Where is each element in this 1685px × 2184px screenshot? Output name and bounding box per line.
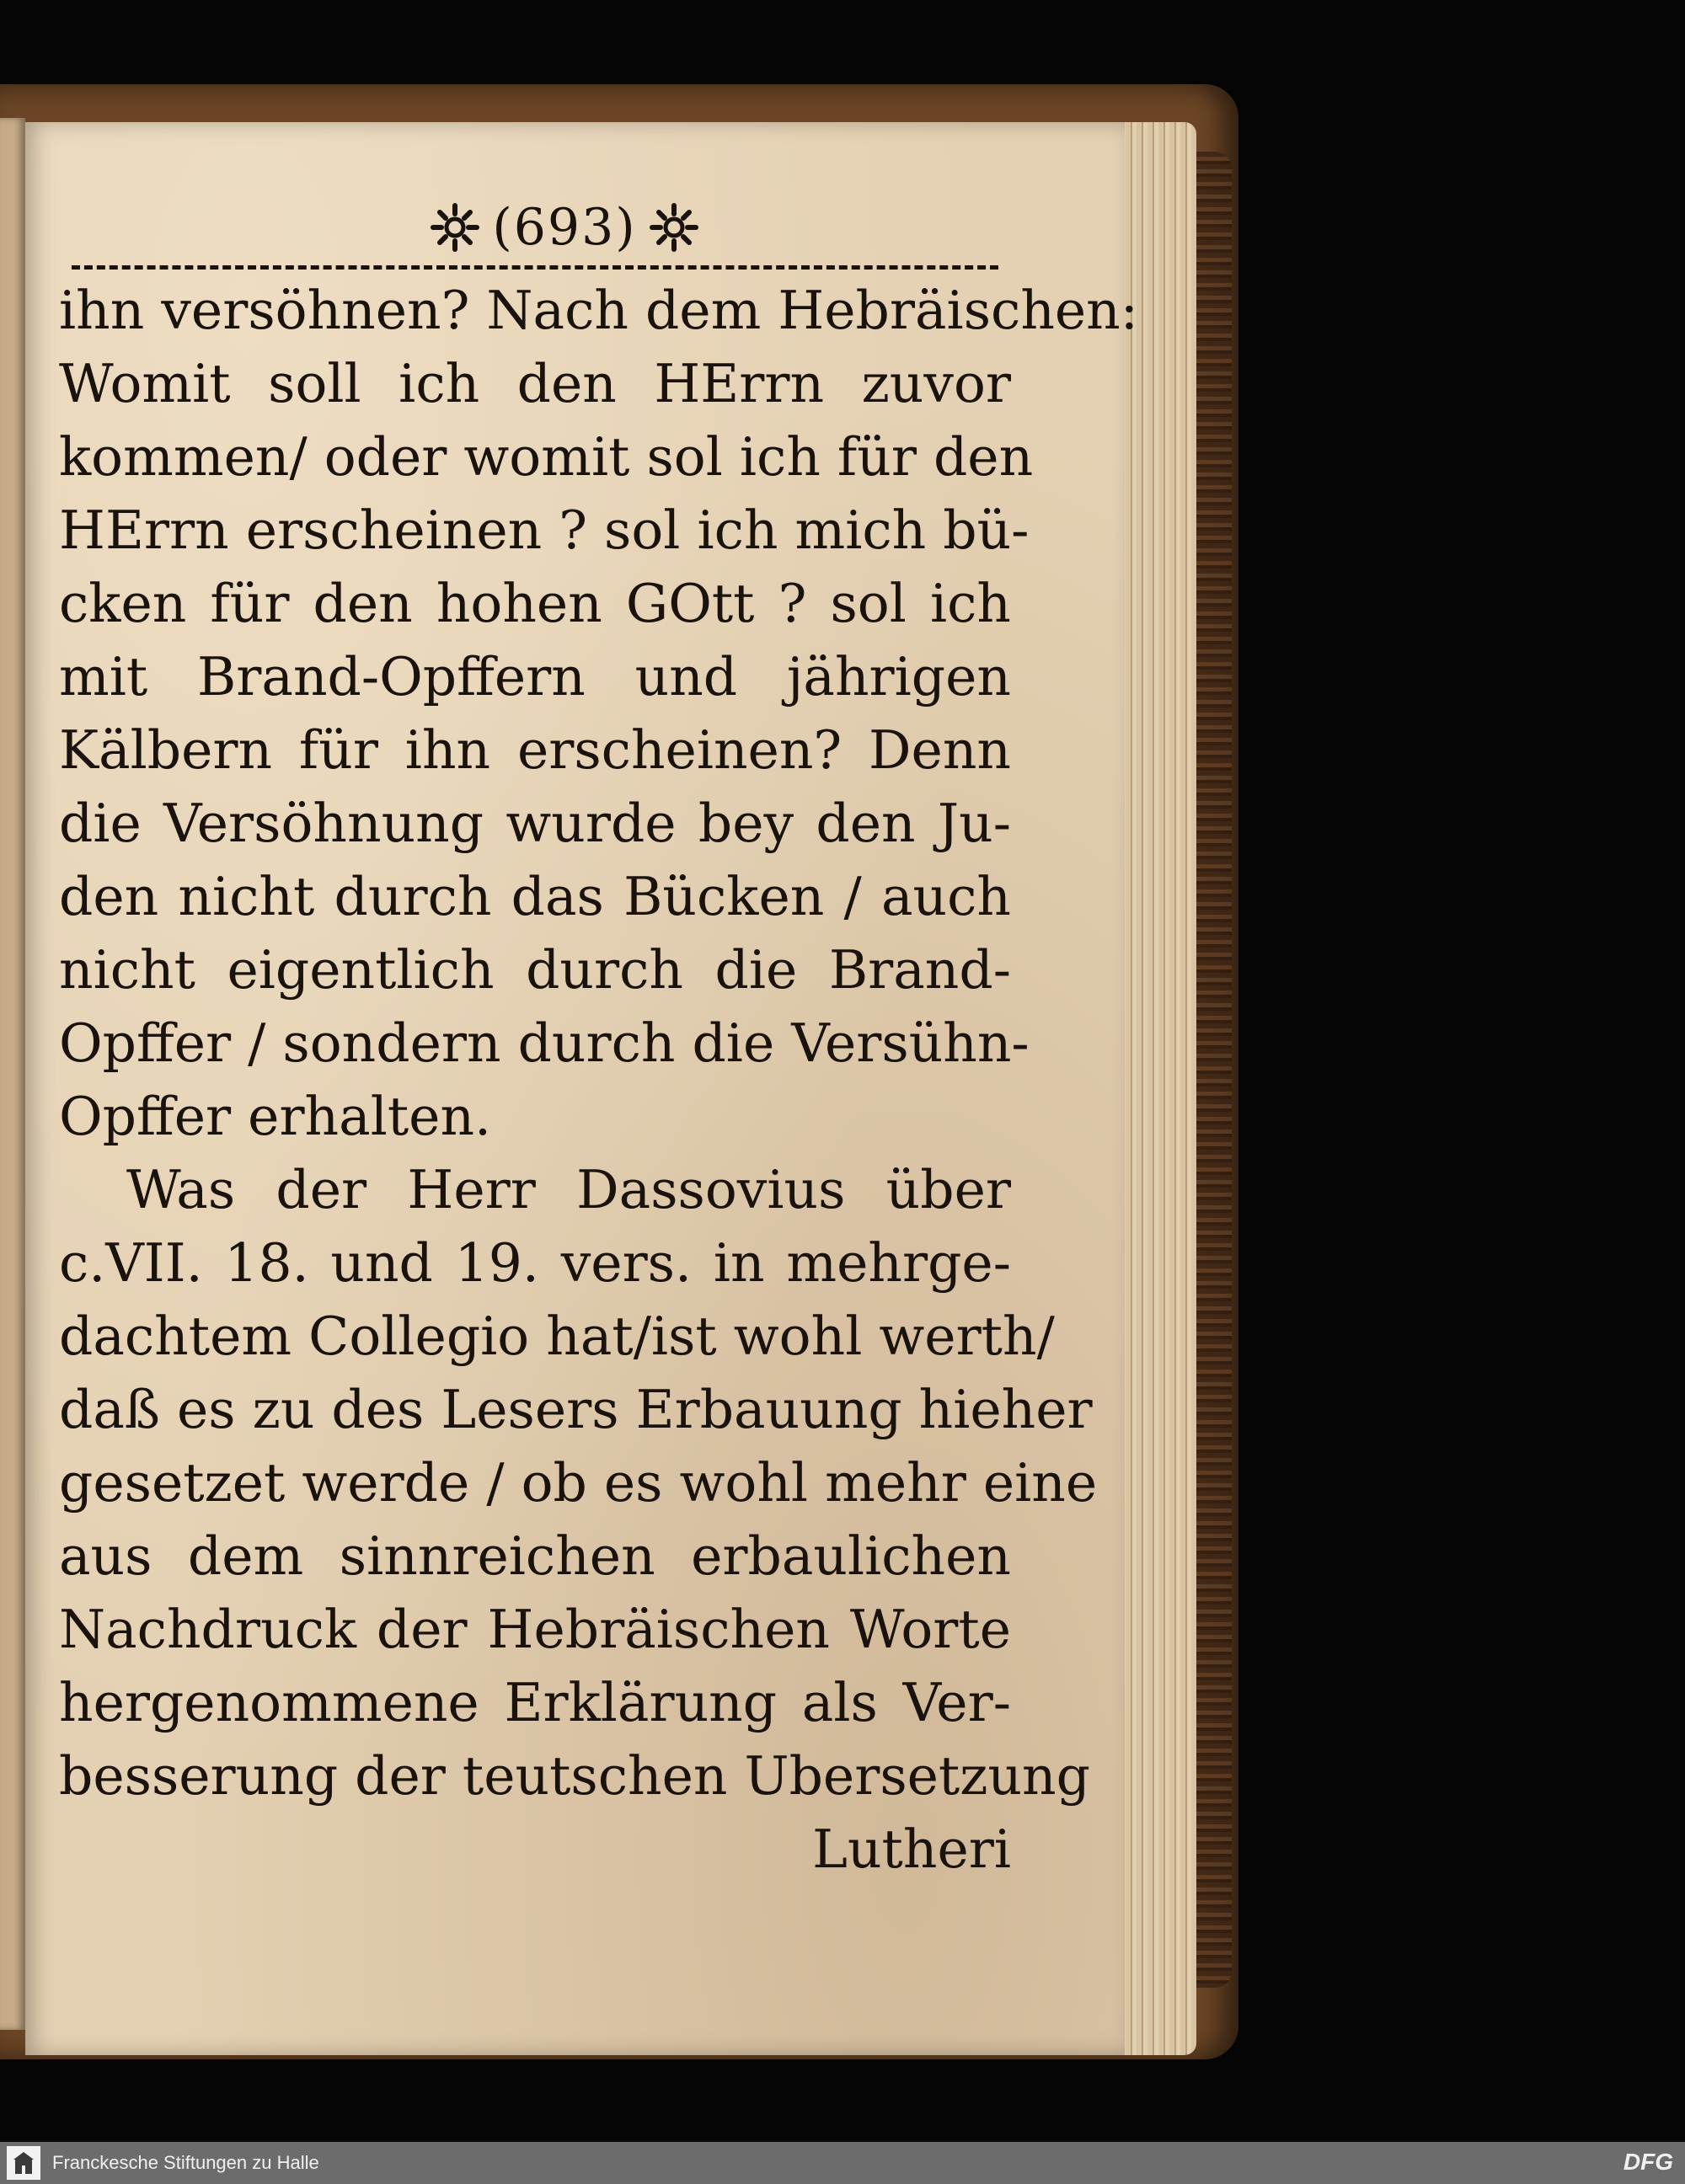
text-line: Womit soll ich den HErrn zuvor <box>59 353 1011 414</box>
facing-page-edge <box>0 118 25 2030</box>
page-header <box>345 190 784 265</box>
catchword: Lutheri <box>812 1818 1011 1880</box>
book-page <box>25 122 1138 2055</box>
text-line: die Versöhnung wurde bey den Ju- <box>59 793 1011 854</box>
text-line: besserung der teutschen Ubersetzung <box>59 1745 1090 1807</box>
building-icon <box>13 2150 35 2176</box>
text-line: HErrn erscheinen ? sol ich mich bü- <box>59 499 1030 561</box>
text-line: cken für den hohen GOtt ? sol ich <box>59 573 1011 634</box>
text-line: aus dem sinnreichen erbaulichen <box>59 1525 1011 1587</box>
text-line: kommen/ oder womit sol ich für den <box>59 426 1034 488</box>
viewer-footer <box>0 2142 1685 2184</box>
text-line: c.VII. 18. und 19. vers. in mehrge- <box>59 1232 1011 1294</box>
text-line: hergenommene Erklärung als Ver- <box>59 1672 1011 1733</box>
text-line: Was der Herr Dassovius über <box>126 1159 1011 1220</box>
text-line: daß es zu des Lesers Erbauung hieher <box>59 1379 1093 1440</box>
text-line: Nachdruck der Hebräischen Worte <box>59 1599 1011 1660</box>
body-text <box>59 274 1138 1886</box>
text-line: gesetzet werde / ob es wohl mehr eine <box>59 1452 1098 1514</box>
text-line: dachtem Collegio hat/ist wohl werth/ <box>59 1306 1055 1367</box>
text-line: mit Brand-Opffern und jährigen <box>59 646 1011 708</box>
text-line: nicht eigentlich durch die Brand- <box>59 939 1011 1001</box>
institution-logo-icon[interactable] <box>7 2146 40 2180</box>
page-number: (693) <box>492 198 637 257</box>
dfg-logo[interactable]: DFG <box>1623 2149 1673 2175</box>
header-rule <box>72 265 998 270</box>
text-line: ihn versöhnen? Nach dem Hebräischen: <box>59 280 1138 341</box>
text-line: Opffer / sondern durch die Versühn- <box>59 1012 1030 1074</box>
flower-ornament-icon <box>649 202 699 253</box>
institution-name[interactable]: Franckesche Stiftungen zu Halle <box>52 2152 319 2173</box>
text-line: Kälbern für ihn erscheinen? Denn <box>59 719 1011 781</box>
flower-ornament-icon <box>430 202 480 253</box>
text-line: Opffer erhalten. <box>59 1086 492 1147</box>
text-line: den nicht durch das Bücken / auch <box>59 866 1011 927</box>
